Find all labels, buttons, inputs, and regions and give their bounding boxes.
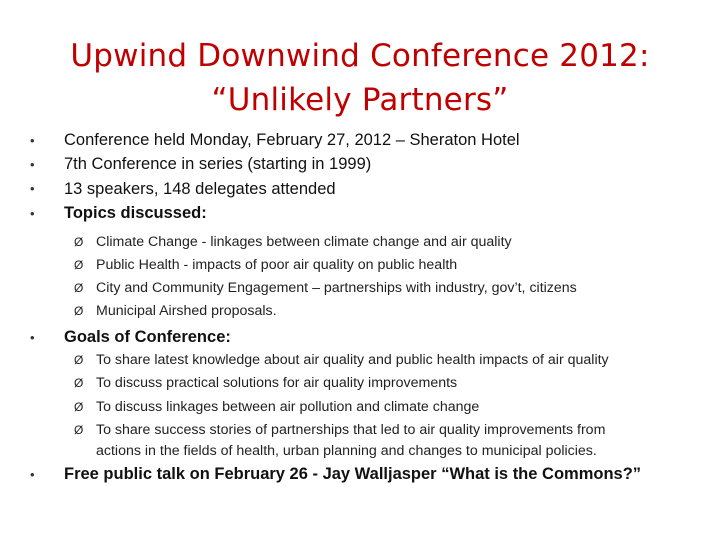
goal-item: To discuss linkages between air pollution and climate change <box>96 399 480 415</box>
topic-item: Municipal Airshed proposals. <box>96 303 277 319</box>
list-item: Conference held Monday, February 27, 2012 – Sheraton Hotel <box>64 131 520 149</box>
topics-heading: Topics discussed: <box>64 204 207 222</box>
goal-item-continuation: actions in the fields of health, urban planning and changes to municipal policies. <box>96 443 597 459</box>
title-line-1: Upwind Downwind Conference 2012: <box>70 38 650 74</box>
arrow-icon: Ø <box>74 235 84 249</box>
goal-item: To share latest knowledge about air quality and public health impacts of air quality <box>96 352 609 368</box>
topic-item: City and Community Engagement – partnerships with industry, gov’t, citizens <box>96 280 577 296</box>
goal-item: To share success stories of partnerships that led to air quality improvements from <box>96 422 606 438</box>
goal-item: To discuss practical solutions for air quality improvements <box>96 375 458 391</box>
bullet-icon: • <box>30 181 35 196</box>
public-talk: Free public talk on February 26 - Jay Walljasper “What is the Commons?” <box>64 465 642 483</box>
bullet-icon: • <box>30 206 35 221</box>
topic-item: Public Health - impacts of poor air quality on public health <box>96 257 458 273</box>
arrow-icon: Ø <box>74 281 84 295</box>
arrow-icon: Ø <box>74 304 84 318</box>
bullet-icon: • <box>30 467 35 482</box>
list-item: 7th Conference in series (starting in 1999) <box>64 155 372 173</box>
arrow-icon: Ø <box>74 400 84 414</box>
bullet-icon: • <box>30 157 35 172</box>
goals-heading: Goals of Conference: <box>64 328 231 346</box>
topic-item: Climate Change - linkages between climate change and air quality <box>96 234 512 250</box>
arrow-icon: Ø <box>74 353 84 367</box>
arrow-icon: Ø <box>74 376 84 390</box>
arrow-icon: Ø <box>74 423 84 437</box>
title-line-2: “Unlikely Partners” <box>211 82 509 118</box>
bullet-icon: • <box>30 133 35 148</box>
arrow-icon: Ø <box>74 258 84 272</box>
list-item: 13 speakers, 148 delegates attended <box>64 180 336 198</box>
bullet-icon: • <box>30 330 35 345</box>
